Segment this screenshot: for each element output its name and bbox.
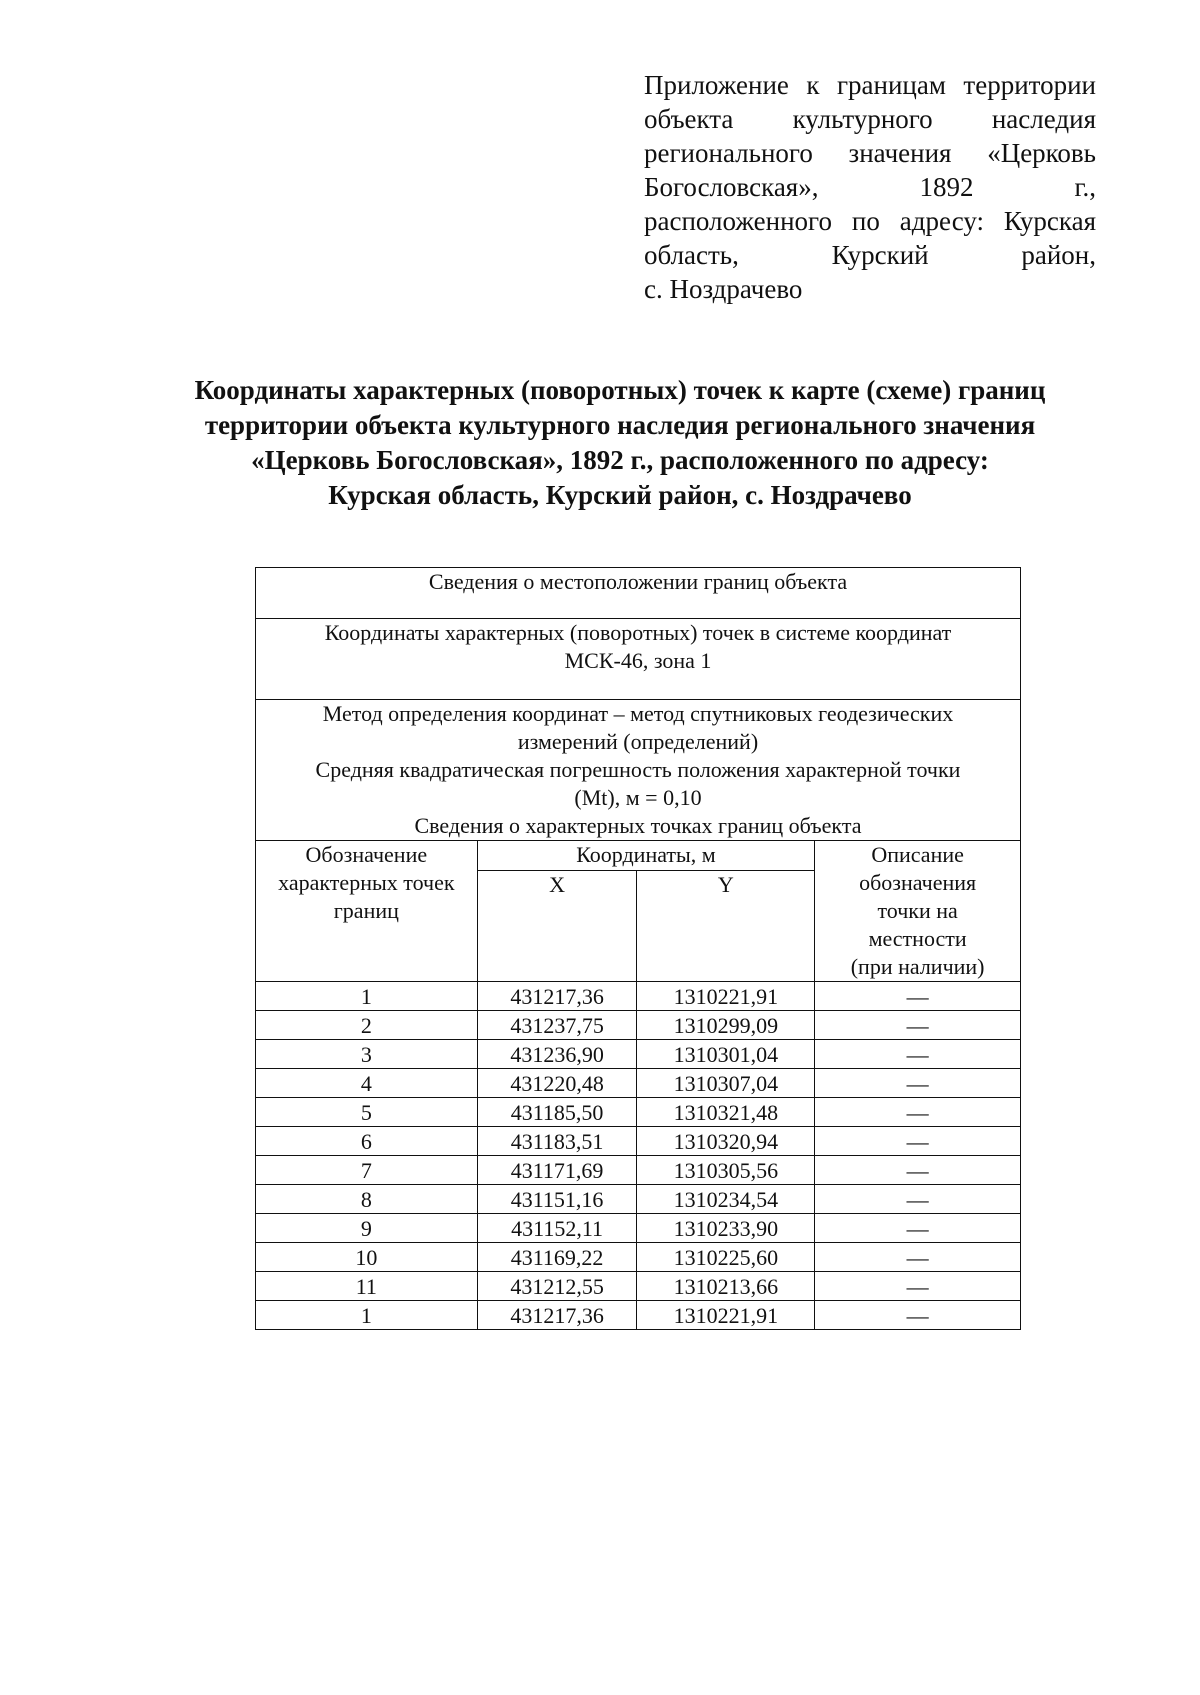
- description-cell: —: [815, 1156, 1021, 1185]
- table-row: [256, 982, 1021, 1011]
- table-row: [256, 1156, 1021, 1185]
- description-header-line: местности: [868, 926, 967, 951]
- y-cell: 1310213,66: [637, 1272, 815, 1301]
- appendix-line: с. Ноздрачево: [644, 274, 803, 304]
- y-cell: 1310320,94: [637, 1127, 815, 1156]
- description-cell: —: [815, 1214, 1021, 1243]
- table-row: [256, 1098, 1021, 1127]
- description-cell: —: [815, 1098, 1021, 1127]
- table-row: [256, 1127, 1021, 1156]
- column-header-x: X: [477, 871, 637, 982]
- title-line: территории объекта культурного наследия регионального значения: [204, 410, 1036, 440]
- x-cell: 431237,75: [477, 1011, 637, 1040]
- table-row: [256, 1301, 1021, 1330]
- table-method-row: [256, 700, 1021, 841]
- x-cell: 431217,36: [477, 1301, 637, 1330]
- y-cell: 1310221,91: [637, 1301, 815, 1330]
- x-cell: 431169,22: [477, 1243, 637, 1272]
- y-cell: 1310225,60: [637, 1243, 815, 1272]
- table-section-title: Сведения о местоположении границ объекта: [256, 568, 1021, 619]
- y-cell: 1310321,48: [637, 1098, 815, 1127]
- appendix-line: область, Курский район,: [644, 240, 1096, 270]
- point-cell: 5: [256, 1098, 478, 1127]
- x-cell: 431236,90: [477, 1040, 637, 1069]
- point-cell: 1: [256, 1301, 478, 1330]
- method-line: Сведения о характерных точках границ объекта: [414, 813, 862, 838]
- description-cell: —: [815, 1272, 1021, 1301]
- coord-system-line: Координаты характерных (поворотных) точек в системе координат: [324, 620, 952, 645]
- table-row: [256, 1243, 1021, 1272]
- y-cell: 1310301,04: [637, 1040, 815, 1069]
- table-section-title-row: [256, 568, 1021, 619]
- method-line: Средняя квадратическая погрешность положения характерной точки: [315, 757, 961, 782]
- table-coord-system-row: [256, 619, 1021, 700]
- x-cell: 431171,69: [477, 1156, 637, 1185]
- appendix-line: расположенного по адресу: Курская: [644, 206, 1096, 236]
- point-cell: 11: [256, 1272, 478, 1301]
- document-title: [150, 373, 1090, 513]
- table-row: [256, 1011, 1021, 1040]
- column-header-coordinates: Координаты, м: [477, 841, 815, 871]
- method-line: измерений (определений): [517, 729, 759, 754]
- x-cell: 431151,16: [477, 1185, 637, 1214]
- y-cell: 1310234,54: [637, 1185, 815, 1214]
- description-header-line: обозначения: [859, 870, 977, 895]
- x-cell: 431217,36: [477, 982, 637, 1011]
- y-cell: 1310299,09: [637, 1011, 815, 1040]
- coordinates-table: [255, 567, 1021, 1330]
- description-cell: —: [815, 1243, 1021, 1272]
- description-header-line: (при наличии): [850, 954, 985, 979]
- appendix-note: [644, 68, 1096, 306]
- column-header-y: Y: [637, 871, 815, 982]
- appendix-line: регионального значения «Церковь: [644, 138, 1096, 168]
- point-cell: 10: [256, 1243, 478, 1272]
- table-row: [256, 1040, 1021, 1069]
- point-cell: 2: [256, 1011, 478, 1040]
- appendix-line: объекта культурного наследия: [644, 104, 1096, 134]
- appendix-line: Приложение к границам территории: [644, 70, 1096, 100]
- x-cell: 431183,51: [477, 1127, 637, 1156]
- table-row: [256, 1185, 1021, 1214]
- description-cell: —: [815, 1127, 1021, 1156]
- description-header-line: Описание: [871, 842, 964, 867]
- x-cell: 431152,11: [477, 1214, 637, 1243]
- point-cell: 3: [256, 1040, 478, 1069]
- table-row: [256, 1272, 1021, 1301]
- table-row: [256, 1069, 1021, 1098]
- description-cell: —: [815, 1040, 1021, 1069]
- designation-header-line: Обозначение: [305, 842, 428, 867]
- y-cell: 1310221,91: [637, 982, 815, 1011]
- point-cell: 9: [256, 1214, 478, 1243]
- title-line: Курская область, Курский район, с. Ноздрачево: [328, 480, 912, 510]
- point-cell: 6: [256, 1127, 478, 1156]
- description-header-line: точки на: [877, 898, 958, 923]
- method-line: Метод определения координат – метод спутниковых геодезических: [322, 701, 954, 726]
- point-cell: 4: [256, 1069, 478, 1098]
- coord-system-line: МСК-46, зона 1: [564, 648, 712, 673]
- description-cell: —: [815, 982, 1021, 1011]
- appendix-line: Богословская», 1892 г.,: [644, 172, 1096, 202]
- designation-header-line: характерных точек: [278, 870, 455, 895]
- point-cell: 8: [256, 1185, 478, 1214]
- table-row: [256, 1214, 1021, 1243]
- description-cell: —: [815, 1301, 1021, 1330]
- description-cell: —: [815, 1185, 1021, 1214]
- designation-header-line: границ: [333, 898, 399, 923]
- point-cell: 7: [256, 1156, 478, 1185]
- y-cell: 1310307,04: [637, 1069, 815, 1098]
- x-cell: 431185,50: [477, 1098, 637, 1127]
- description-cell: —: [815, 1069, 1021, 1098]
- x-cell: 431220,48: [477, 1069, 637, 1098]
- method-line: (Mt), м = 0,10: [574, 785, 702, 810]
- column-header-description: [815, 841, 1021, 982]
- description-cell: —: [815, 1011, 1021, 1040]
- column-header-designation: [256, 841, 478, 982]
- title-line: Координаты характерных (поворотных) точек к карте (схеме) границ: [194, 375, 1046, 405]
- table-coord-system: [256, 619, 1021, 700]
- table-method: [256, 700, 1021, 841]
- table-column-header-row: [256, 841, 1021, 871]
- x-cell: 431212,55: [477, 1272, 637, 1301]
- y-cell: 1310305,56: [637, 1156, 815, 1185]
- title-line: «Церковь Богословская», 1892 г., расположенного по адресу:: [251, 445, 989, 475]
- point-cell: 1: [256, 982, 478, 1011]
- y-cell: 1310233,90: [637, 1214, 815, 1243]
